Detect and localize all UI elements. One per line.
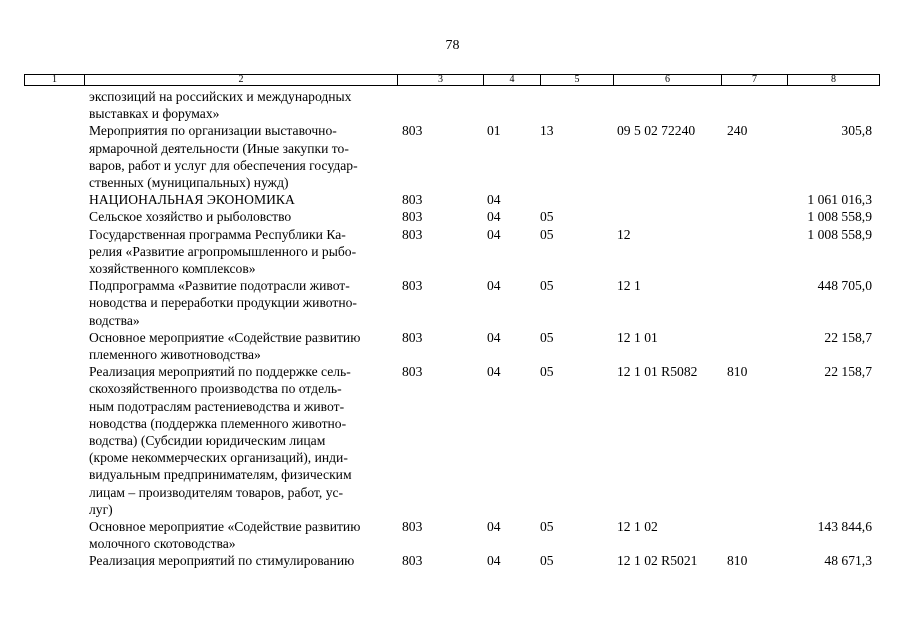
row-target-item (613, 88, 721, 122)
row-name: Подпрограмма «Развитие подотрасли живот- новодства и переработки продукции животно- водства» (89, 278, 357, 328)
row-expense-type (721, 88, 787, 122)
row-name: Реализация мероприятий по стимулированию (89, 553, 355, 569)
table-row (24, 277, 880, 329)
row-amount: 1 061 016,3 (807, 192, 872, 208)
column-number-8: 8 (831, 74, 836, 85)
row-amount: 48 671,3 (824, 553, 872, 569)
row-target-item: 12 1 01 R5082 (617, 364, 698, 380)
row-admin-code: 803 (402, 209, 423, 225)
row-amount: 1 008 558,9 (807, 209, 872, 225)
row-expense-type (721, 208, 787, 225)
column-number-6: 6 (614, 75, 722, 85)
row-admin-code: 803 (402, 278, 423, 294)
column-number-2: 2 (85, 75, 398, 85)
row-amount (787, 88, 878, 122)
column-number-7: 7 (722, 75, 788, 85)
row-target-item: 12 1 02 (617, 519, 658, 535)
row-section: 04 (487, 329, 501, 345)
column-number-5: 5 (541, 75, 614, 85)
row-admin-code (397, 88, 483, 122)
row-admin-code: 803 (402, 553, 423, 569)
row-amount: 143 844,6 (817, 519, 872, 535)
row-amount: 305,8 (841, 123, 872, 139)
table-row (24, 191, 880, 208)
row-name: экспозиций на российских и международных выставках и форумах» (89, 89, 352, 122)
page-number: 78 (445, 38, 460, 53)
row-name: Основное мероприятие «Содействие развитию молочного скотоводства» (89, 519, 361, 552)
row-section (483, 88, 540, 122)
row-target-item: 12 1 01 (617, 329, 658, 345)
row-expense-type (721, 226, 787, 278)
table-row (24, 88, 880, 122)
table-header (24, 74, 880, 86)
row-expense-type (721, 329, 787, 363)
row-target-item: 09 5 02 72240 (617, 123, 696, 139)
row-section: 04 (487, 519, 501, 535)
table-row (24, 226, 880, 278)
row-expense-type (721, 518, 787, 552)
row-subsection (540, 191, 613, 208)
table-row (24, 329, 880, 363)
row-expense-type: 240 (727, 123, 748, 139)
row-amount: 22 158,7 (824, 329, 872, 345)
row-section: 04 (487, 553, 501, 569)
row-name: Основное мероприятие «Содействие развитию племенного животноводства» (89, 329, 361, 363)
table-row (24, 363, 880, 518)
row-subsection: 05 (540, 553, 554, 569)
row-section: 04 (487, 364, 501, 380)
budget-table-body (24, 88, 880, 570)
row-admin-code: 803 (402, 226, 423, 242)
row-expense-type: 810 (727, 364, 748, 380)
row-section: 04 (487, 278, 501, 294)
row-amount: 448 705,0 (817, 278, 872, 294)
row-target-item: 12 (617, 226, 631, 242)
row-expense-type (721, 277, 787, 329)
table-row (24, 518, 880, 552)
row-subsection: 05 (540, 278, 554, 294)
row-amount: 22 158,7 (824, 364, 872, 380)
table-row (24, 208, 880, 225)
row-subsection: 13 (540, 123, 554, 139)
row-subsection: 05 (540, 226, 554, 242)
row-section: 04 (487, 226, 501, 242)
row-admin-code: 803 (402, 123, 423, 139)
table-row (24, 552, 880, 569)
row-admin-code: 803 (402, 364, 423, 380)
row-subsection: 05 (540, 364, 554, 380)
column-number-3: 3 (398, 75, 484, 85)
row-name: НАЦИОНАЛЬНАЯ ЭКОНОМИКА (89, 192, 295, 208)
table-row (24, 122, 880, 191)
row-target-item (613, 208, 721, 225)
row-target-item: 12 1 02 R5021 (617, 553, 698, 569)
row-expense-type: 810 (727, 553, 748, 569)
column-number-4: 4 (484, 75, 541, 85)
row-section: 04 (487, 209, 501, 225)
row-target-item: 12 1 (617, 278, 641, 294)
row-name: Мероприятия по организации выставочно- ярмарочной деятельности (Иные закупки то- варов, работ и услуг для обеспечения государ- ственных (муниципальных) нужд) (89, 123, 358, 191)
row-target-item (613, 191, 721, 208)
row-section: 04 (487, 192, 501, 208)
column-number-1: 1 (25, 75, 85, 85)
row-subsection: 05 (540, 209, 554, 225)
row-name: Государственная программа Республики Ка- релия «Развитие агропромышленного и рыбо- хозяйственного комплексов» (89, 226, 357, 277)
row-amount: 1 008 558,9 (807, 226, 872, 242)
row-subsection: 05 (540, 329, 554, 345)
row-subsection (540, 88, 613, 122)
row-admin-code: 803 (402, 519, 423, 535)
row-section: 01 (487, 123, 501, 139)
row-admin-code: 803 (402, 329, 423, 345)
row-admin-code: 803 (402, 192, 423, 208)
row-name: Сельское хозяйство и рыболовство (89, 209, 292, 225)
row-subsection: 05 (540, 519, 554, 535)
row-expense-type (721, 191, 787, 208)
row-name: Реализация мероприятий по поддержке сель- скохозяйственного производства по отдель- ным подотраслям растениеводства и живот- новодства (поддержка племенного животно- водства) (Субсидии юридическим лицам (кроме некоммерческих организаций), инди- видуальным предпринимателям, физическим лицам – производителям товаров, работ, ус- луг) (89, 364, 352, 517)
